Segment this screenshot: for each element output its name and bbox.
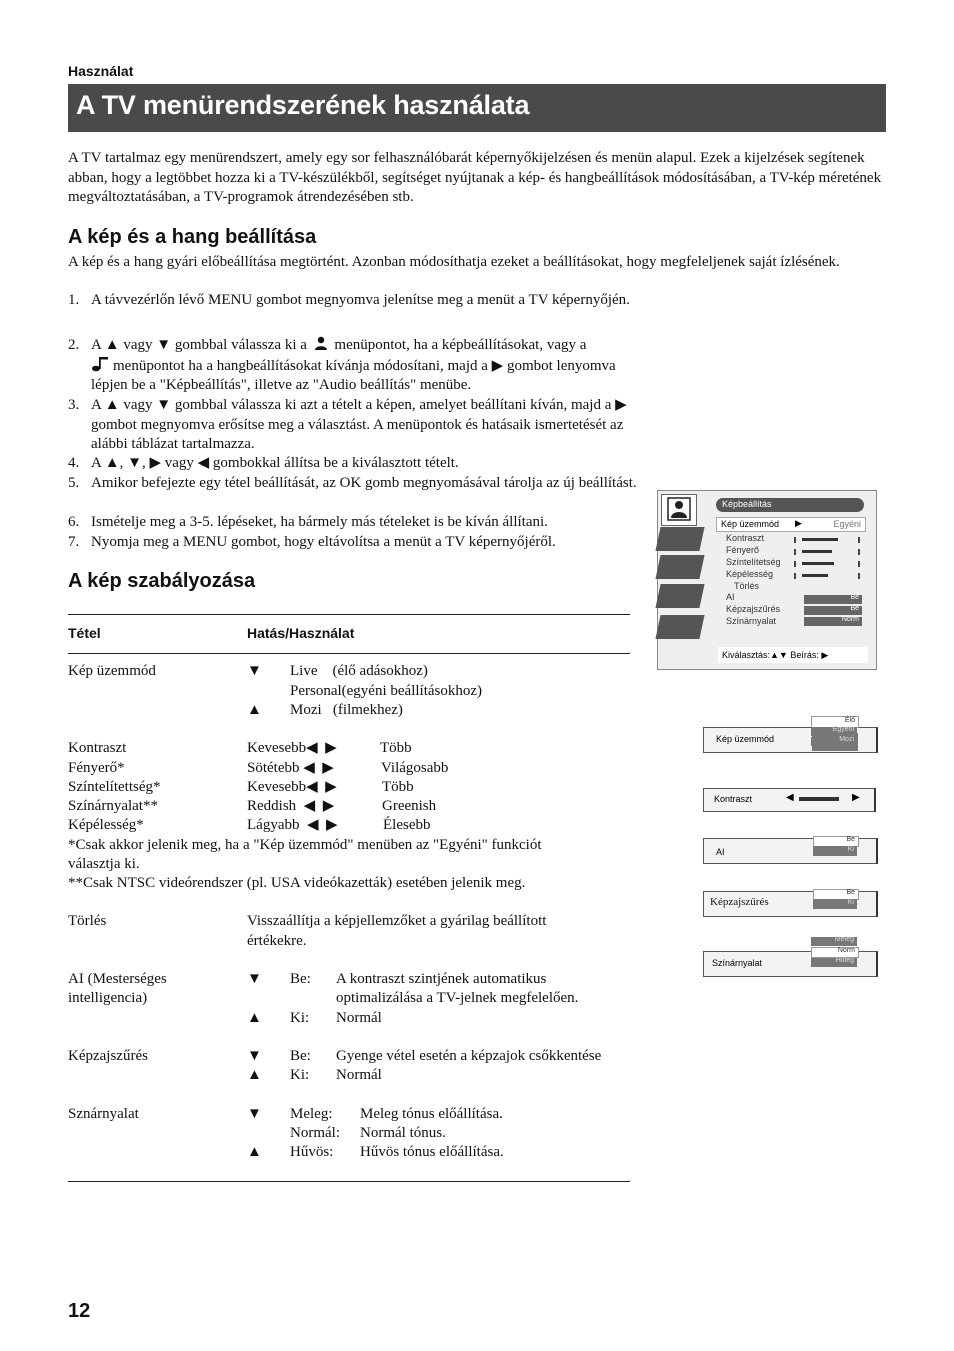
osd-title: Képbeállítás [722, 499, 772, 509]
slider-left: Kevesebb◀ ▶ [247, 779, 337, 795]
table-header-effect: Hatás/Használat [247, 625, 355, 641]
tint-normal-text: Normál tónus. [360, 1125, 446, 1141]
osd-mode-label: Kép üzemmód [716, 734, 775, 744]
step-number: 3. [68, 397, 80, 413]
osd-tint-options [811, 937, 857, 967]
picture-menu-icon [314, 336, 328, 350]
step-text: Amikor befejezte egy tétel beállítását, az OK gomb megnyomásával tárolja az új beállítást. [91, 475, 637, 491]
down-arrow: ▼ [247, 1048, 262, 1064]
osd-contrast-bar [799, 797, 839, 801]
osd-item: Fényerő [726, 545, 760, 555]
slider-left: Kevesebb◀ ▶ [247, 740, 337, 756]
reset-text: Visszaállítja a képjellemzőket a gyárilag beállított [247, 913, 547, 929]
osd-tint-option-meleg [811, 937, 857, 946]
list-item [68, 396, 652, 454]
table-header-item: Tétel [68, 625, 101, 641]
osd-nr-option-ki [813, 899, 857, 909]
osd-slider-brightness [794, 549, 860, 553]
osd-tint-option-text: Meleg [834, 936, 854, 943]
slider-label: Színtelítettség* [68, 779, 161, 795]
osd-tint-option-text: Norm [837, 947, 855, 954]
page-number: 12 [68, 1300, 91, 1322]
osd-ai-value-box [804, 595, 862, 604]
section1-heading: A kép és a hang beállítása [68, 226, 317, 248]
osd-tint-value-box [804, 617, 862, 626]
list-item [68, 291, 652, 330]
slider-label: Színárnyalat** [68, 798, 158, 814]
footnote-1: *Csak akkor jelenik meg, ha a "Kép üzemmód" menüben az "Egyéni" funkciót [68, 837, 542, 853]
slider-right: Több [380, 740, 412, 756]
tint-meleg-text: Meleg tónus előállítása. [360, 1106, 503, 1122]
osd-tint-option-hideg [811, 958, 857, 967]
step-number: 1. [68, 292, 80, 308]
mode-mozi: Mozi (filmekhez) [290, 702, 403, 718]
section-label: Használat [68, 63, 134, 79]
up-arrow: ▲ [247, 1144, 262, 1160]
preset-tab-icon [655, 615, 704, 639]
tint-label: Sznárnyalat [68, 1106, 139, 1122]
osd-contrast-left-arrow: ◀ [786, 792, 794, 803]
step-number: 7. [68, 534, 80, 550]
nr-be-text: Gyenge vétel esetén a képzajok csőkkentése [336, 1048, 602, 1064]
osd-mode-option-text: Mozi [839, 736, 854, 743]
osd-mode-option-mozi [811, 737, 857, 746]
ai-ki-text: Normál [336, 1010, 382, 1026]
table-top-rule [68, 614, 630, 615]
tint-normal: Normál: [290, 1125, 340, 1141]
osd-nr-option-text: Ki [847, 899, 854, 906]
osd-tint-label: Színárnyalat [712, 958, 763, 968]
table-header-rule [68, 653, 630, 654]
step-text: A ▲, ▼, ▶ vagy ◀ gombokkal állítsa be a kiválasztott tételt. [91, 455, 459, 471]
tint-huvos-text: Hűvös tónus előállítása. [360, 1144, 504, 1160]
step-number: 6. [68, 514, 80, 530]
osd-ai-option-ki [813, 846, 857, 856]
osd-mode-option-personal [811, 727, 857, 736]
osd-nr-value: Be [850, 605, 859, 612]
footnote-1-cont: választja ki. [68, 856, 140, 872]
osd-ai-option-text: Ki [847, 846, 854, 853]
tint-huvos: Hűvös: [290, 1144, 334, 1160]
osd-ai-option-text: Be [846, 836, 855, 843]
up-arrow: ▲ [247, 1067, 262, 1083]
osd-nr-value-box [804, 606, 862, 615]
osd-selected-arrow: ▶ [795, 518, 802, 528]
step-text: Ismételje meg a 3-5. lépéseket, ha bármely más tételeket is be kíván állítani. [91, 514, 548, 530]
step-text: Nyomja meg a MENU gombot, hogy eltávolítsa a menüt a TV képernyőjéről. [91, 534, 556, 550]
osd-item: Színtelítetség [726, 557, 781, 567]
sound-tab-icon [655, 527, 704, 551]
ai-be-text: A kontraszt szintjének automatikus [336, 971, 547, 987]
osd-tint-value: Norm [841, 616, 859, 623]
up-arrow: ▲ [247, 702, 262, 718]
picture-tab-icon [661, 494, 697, 526]
osd-slider-sharpness [794, 573, 860, 577]
list-item [68, 513, 652, 533]
feature-tab-icon [655, 555, 704, 579]
step-text [91, 336, 652, 396]
step-text-part: menüpontot ha a hangbeállításokat kívánja módosítani, majd a ▶ gombot lenyomva lépjen be a "Képbeállítás", illetve az "Audio beállítás" menübe. [91, 357, 616, 393]
sound-menu-icon [91, 356, 109, 372]
mode-personal: Personal(egyéni beállításokhoz) [290, 683, 483, 699]
step-text-part: A ▲ vagy ▼ gombbal válassza ki a [91, 337, 307, 353]
page-title: A TV menürendszerének használata [76, 90, 530, 120]
nr-ki: Ki: [290, 1067, 310, 1083]
slider-label: Képélesség* [68, 817, 144, 833]
osd-mode-option-text: Élő [844, 717, 855, 724]
ai-label: AI (Mesterséges [68, 971, 167, 987]
slider-left: Sötétebb ◀ ▶ [247, 760, 334, 776]
down-arrow: ▼ [247, 971, 262, 987]
slider-label: Kontraszt [68, 740, 127, 756]
osd-contrast-label: Kontraszt [714, 794, 753, 804]
step-text: A ▲ vagy ▼ gombbal válassza ki azt a tételt a képen, amelyet beállítani kíván, majd a ▶ gombot megnyomva erősítse meg a választást. A menüpontok és hatásaik ismertetését az alábbi táblázat tartalmazza. [91, 397, 627, 452]
osd-contrast-right-arrow: ▶ [852, 792, 860, 803]
osd-ai-label: AI [716, 847, 725, 857]
step-number: 2. [68, 337, 80, 353]
table-bottom-rule [68, 1181, 630, 1182]
osd-tint-option-text: Hideg [835, 957, 854, 964]
osd-selected-label: Kép üzemmód [721, 519, 780, 529]
slider-right: Élesebb [383, 817, 431, 833]
slider-label: Fényerő* [68, 760, 125, 776]
list-item [68, 336, 652, 396]
osd-nr-label: Képzajszűrés [710, 896, 769, 908]
tint-meleg: Meleg: [290, 1106, 333, 1122]
mode-label: Kép üzemmód [68, 663, 156, 679]
ai-ki: Ki: [290, 1010, 310, 1026]
down-arrow: ▼ [247, 1106, 262, 1122]
reset-label: Törlés [68, 913, 107, 929]
osd-footer [718, 647, 868, 663]
osd-main-menu [657, 490, 877, 670]
section2-heading: A kép szabályozása [68, 570, 256, 592]
ai-be-text-cont: optimalizálása a TV-jelnek megfelelően. [336, 990, 579, 1006]
osd-footer-text: Kiválasztás:▲▼ Beírás: ▶ [722, 650, 829, 660]
osd-item: AI [726, 592, 735, 602]
settings-table [68, 662, 668, 1182]
up-arrow: ▲ [247, 1010, 262, 1026]
steps-list [68, 291, 652, 553]
slider-right: Több [382, 779, 414, 795]
osd-selected-value: Egyéni [833, 519, 861, 529]
osd-slider-saturation [794, 561, 860, 565]
slider-left: Lágyabb ◀ ▶ [247, 817, 338, 833]
title-bar [68, 84, 886, 132]
osd-item: Képzajszűrés [726, 604, 781, 614]
osd-item: Képélesség [726, 569, 774, 579]
osd-slider-contrast [794, 537, 860, 541]
osd-selected-row [716, 517, 866, 532]
ai-be: Be: [290, 971, 311, 987]
slider-right: Greenish [382, 798, 437, 814]
section1-lead: A kép és a hang gyári előbeállítása megtörtént. Azonban módosíthatja ezeket a beállításokat, hogy megfeleljenek saját ízlésének. [68, 254, 840, 270]
osd-contrast-popup [703, 788, 876, 812]
setup-tab-icon [655, 584, 704, 608]
list-item [68, 474, 652, 513]
osd-item: Kontraszt [726, 533, 765, 543]
list-item [68, 454, 652, 474]
nr-label: Képzajszűrés [68, 1048, 148, 1064]
list-item [68, 533, 652, 553]
osd-mode-options [811, 716, 857, 746]
step-number: 4. [68, 455, 80, 471]
osd-ai-value: Be [850, 594, 859, 601]
step-text: A távvezérlőn lévő MENU gombot megnyomva jelenítse meg a menüt a TV képernyőjén. [91, 292, 630, 308]
down-arrow: ▼ [247, 663, 262, 679]
nr-be: Be: [290, 1048, 311, 1064]
slider-left: Reddish ◀ ▶ [247, 798, 335, 814]
osd-ai-options [813, 836, 857, 856]
slider-right: Világosabb [381, 760, 449, 776]
osd-mode-option-text: Egyéni [832, 726, 854, 733]
reset-text-cont: értékekre. [247, 933, 307, 949]
nr-ki-text: Normál [336, 1067, 382, 1083]
osd-title-bar [716, 498, 864, 512]
osd-item: Törlés [734, 581, 760, 591]
intro-paragraph: A TV tartalmaz egy menürendszert, amely egy sor felhasználóbarát képernyőkijelzésen és menün alapul. Ezek a kijelzések segítenek abban, hogy a legtöbbet hozza ki a TV-készülékből, segítséget nyújtanak a kép- és hangbeállítások módosításában, a TV-kép méretének megváltoztatásában, a TV-programok átrendezésében stb. [68, 150, 882, 205]
step-number: 5. [68, 475, 80, 491]
step-text-part: menüpontot, ha a képbeállításokat, vagy a [334, 337, 587, 353]
osd-item: Színárnyalat [726, 616, 777, 626]
footnote-2: **Csak NTSC videórendszer (pl. USA videókazetták) esetében jelenik meg. [68, 875, 526, 891]
osd-nr-option-text: Be [846, 889, 855, 896]
ai-label-cont: intelligencia) [68, 990, 148, 1006]
osd-nr-options [813, 889, 857, 909]
mode-live: Live (élő adásokhoz) [290, 663, 428, 679]
